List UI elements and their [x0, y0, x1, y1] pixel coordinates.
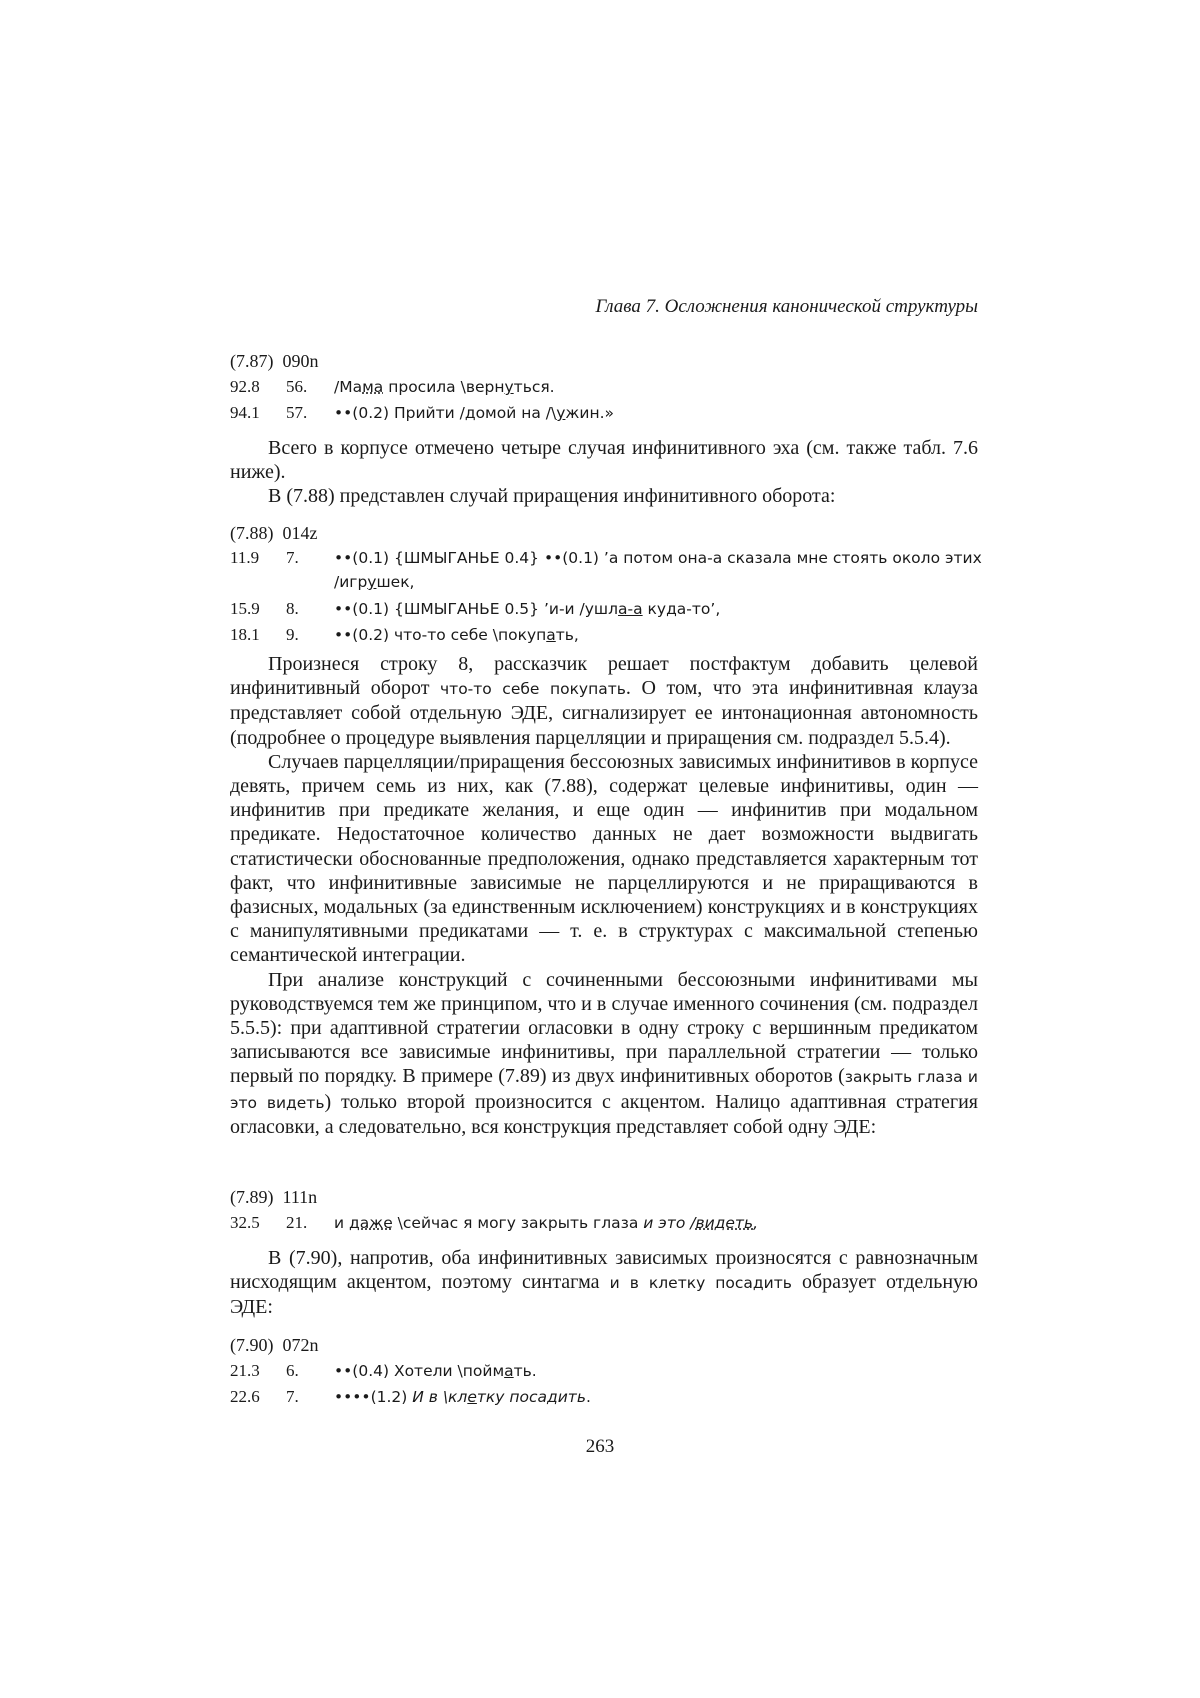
- paragraph: Случаев парцелляции/приращения бессоюзных зависимых инфинитивов в корпусе девять, причем семь из них, как (7.88), содержат целевые инфинитивы, один — инфинитив при предикате желания, и еще один — инфинитив при модальном предикате. Недостаточное количество данных не дает возможности выдвигать статистически обоснованные предположения, однако представляется характерным тот факт, что инфинитивные зависимые не парцеллируются и не приращиваются в фазисных, модальных (за единственным исключением) конструкциях и в конструкциях с манипулятивными предикатами — т. е. в структурах с максимальной степенью семантической интеграции.: [230, 750, 978, 967]
- example-code: 014z: [282, 523, 318, 543]
- line-number: 7.: [286, 548, 299, 567]
- line-time: 21.3: [230, 1361, 260, 1380]
- transcript-line: [230, 1358, 990, 1384]
- transcript-line: [230, 622, 990, 648]
- line-number: 56.: [286, 377, 308, 396]
- line-text: ••(0.2) Прийти /домой на /\ужин.»: [334, 404, 615, 422]
- transcript-line: [230, 1384, 990, 1410]
- example-label: (7.88): [230, 523, 274, 543]
- example-code: 090n: [282, 351, 319, 371]
- transcript-line: [230, 374, 990, 400]
- example-7-88: [230, 520, 990, 648]
- line-number: 9.: [286, 625, 299, 644]
- example-code: 072n: [282, 1335, 319, 1355]
- line-number: 8.: [286, 599, 299, 618]
- example-header: [230, 1332, 990, 1358]
- example-label: (7.90): [230, 1335, 274, 1355]
- transcript-line: [230, 546, 990, 596]
- line-text: ••(0.2) что-то себе \покупать,: [334, 626, 579, 644]
- example-label: (7.89): [230, 1187, 274, 1207]
- line-time: 22.6: [230, 1387, 260, 1406]
- line-time: 11.9: [230, 548, 260, 567]
- line-text: /Мама просила \вернуться.: [334, 378, 555, 396]
- example-header: [230, 348, 990, 374]
- example-7-89: [230, 1184, 990, 1236]
- transcript-line: [230, 1210, 990, 1236]
- paragraph: В (7.90), напротив, оба инфинитивных зависимых произносятся с равнозначным нисходящим акцентом, поэтому синтагма и в клетку посадить образует отдельную ЭДЕ:: [230, 1247, 978, 1319]
- line-time: 94.1: [230, 403, 260, 422]
- line-text: ••••(1.2) И в \клетку посадить.: [334, 1388, 591, 1406]
- line-time: 15.9: [230, 599, 260, 618]
- example-7-87: [230, 348, 990, 426]
- line-text: ••(0.4) Хотели \поймать.: [334, 1362, 537, 1380]
- line-number: 7.: [286, 1387, 299, 1406]
- transcript-line: [230, 596, 990, 622]
- line-number: 6.: [286, 1361, 299, 1380]
- paragraph: При анализе конструкций с сочиненными бессоюзными инфинитивами мы руководствуемся тем же принципом, что и в случае именного сочинения (см. подраздел 5.5.5): при адаптивной стратегии огласовки в одну строку с вершинным предикатом записываются все зависимые инфинитивы, при параллельной стратегии — только первый по порядку. В примере (7.89) из двух инфинитивных оборотов (закрыть глаза и это видеть) только второй произносится с акцентом. Налицо адаптивная стратегия огласовки, а следовательно, вся конструкция представляет собой одну ЭДЕ:: [230, 968, 978, 1138]
- example-7-90: [230, 1332, 990, 1410]
- transcript-line: [230, 400, 990, 426]
- line-number: 21.: [286, 1213, 308, 1232]
- page-number: 263: [585, 1436, 615, 1457]
- running-header: Глава 7. Осложнения канонической структуры: [595, 296, 978, 317]
- example-header: [230, 1184, 990, 1210]
- paragraph-block-2: [230, 652, 978, 1139]
- line-time: 92.8: [230, 377, 260, 396]
- line-text: ••(0.1) {ШМЫГАНЬЕ 0.5} ’и-и /ушла-а куда-то’,: [334, 600, 721, 618]
- paragraph: Произнеся строку 8, рассказчик решает постфактум добавить целевой инфинитивный оборот что-то себе покупать. О том, что эта инфинитивная клауза представляет собой отдельную ЭДЕ, сигнализирует ее интонационная автономность (подробнее о процедуре выявления парцелляции и приращения см. подраздел 5.5.4).: [230, 653, 979, 749]
- paragraph-block-1: [230, 436, 978, 509]
- example-header: [230, 520, 990, 546]
- paragraph: В (7.88) представлен случай приращения инфинитивного оборота:: [268, 485, 836, 508]
- paragraph: Всего в корпусе отмечено четыре случая инфинитивного эха (см. также табл. 7.6 ниже).: [230, 437, 978, 484]
- line-text: ••(0.1) {ШМЫГАНЬЕ 0.4} ••(0.1) ’а потом она-а сказала мне стоять около этих /игрушек,: [334, 549, 982, 591]
- line-time: 32.5: [230, 1213, 260, 1232]
- line-time: 18.1: [230, 625, 260, 644]
- line-text: и даже \сейчас я могу закрыть глаза и это /видеть,: [334, 1214, 759, 1232]
- paragraph-block-3: [230, 1246, 978, 1320]
- example-code: 111n: [282, 1187, 318, 1207]
- example-label: (7.87): [230, 351, 274, 371]
- line-number: 57.: [286, 403, 308, 422]
